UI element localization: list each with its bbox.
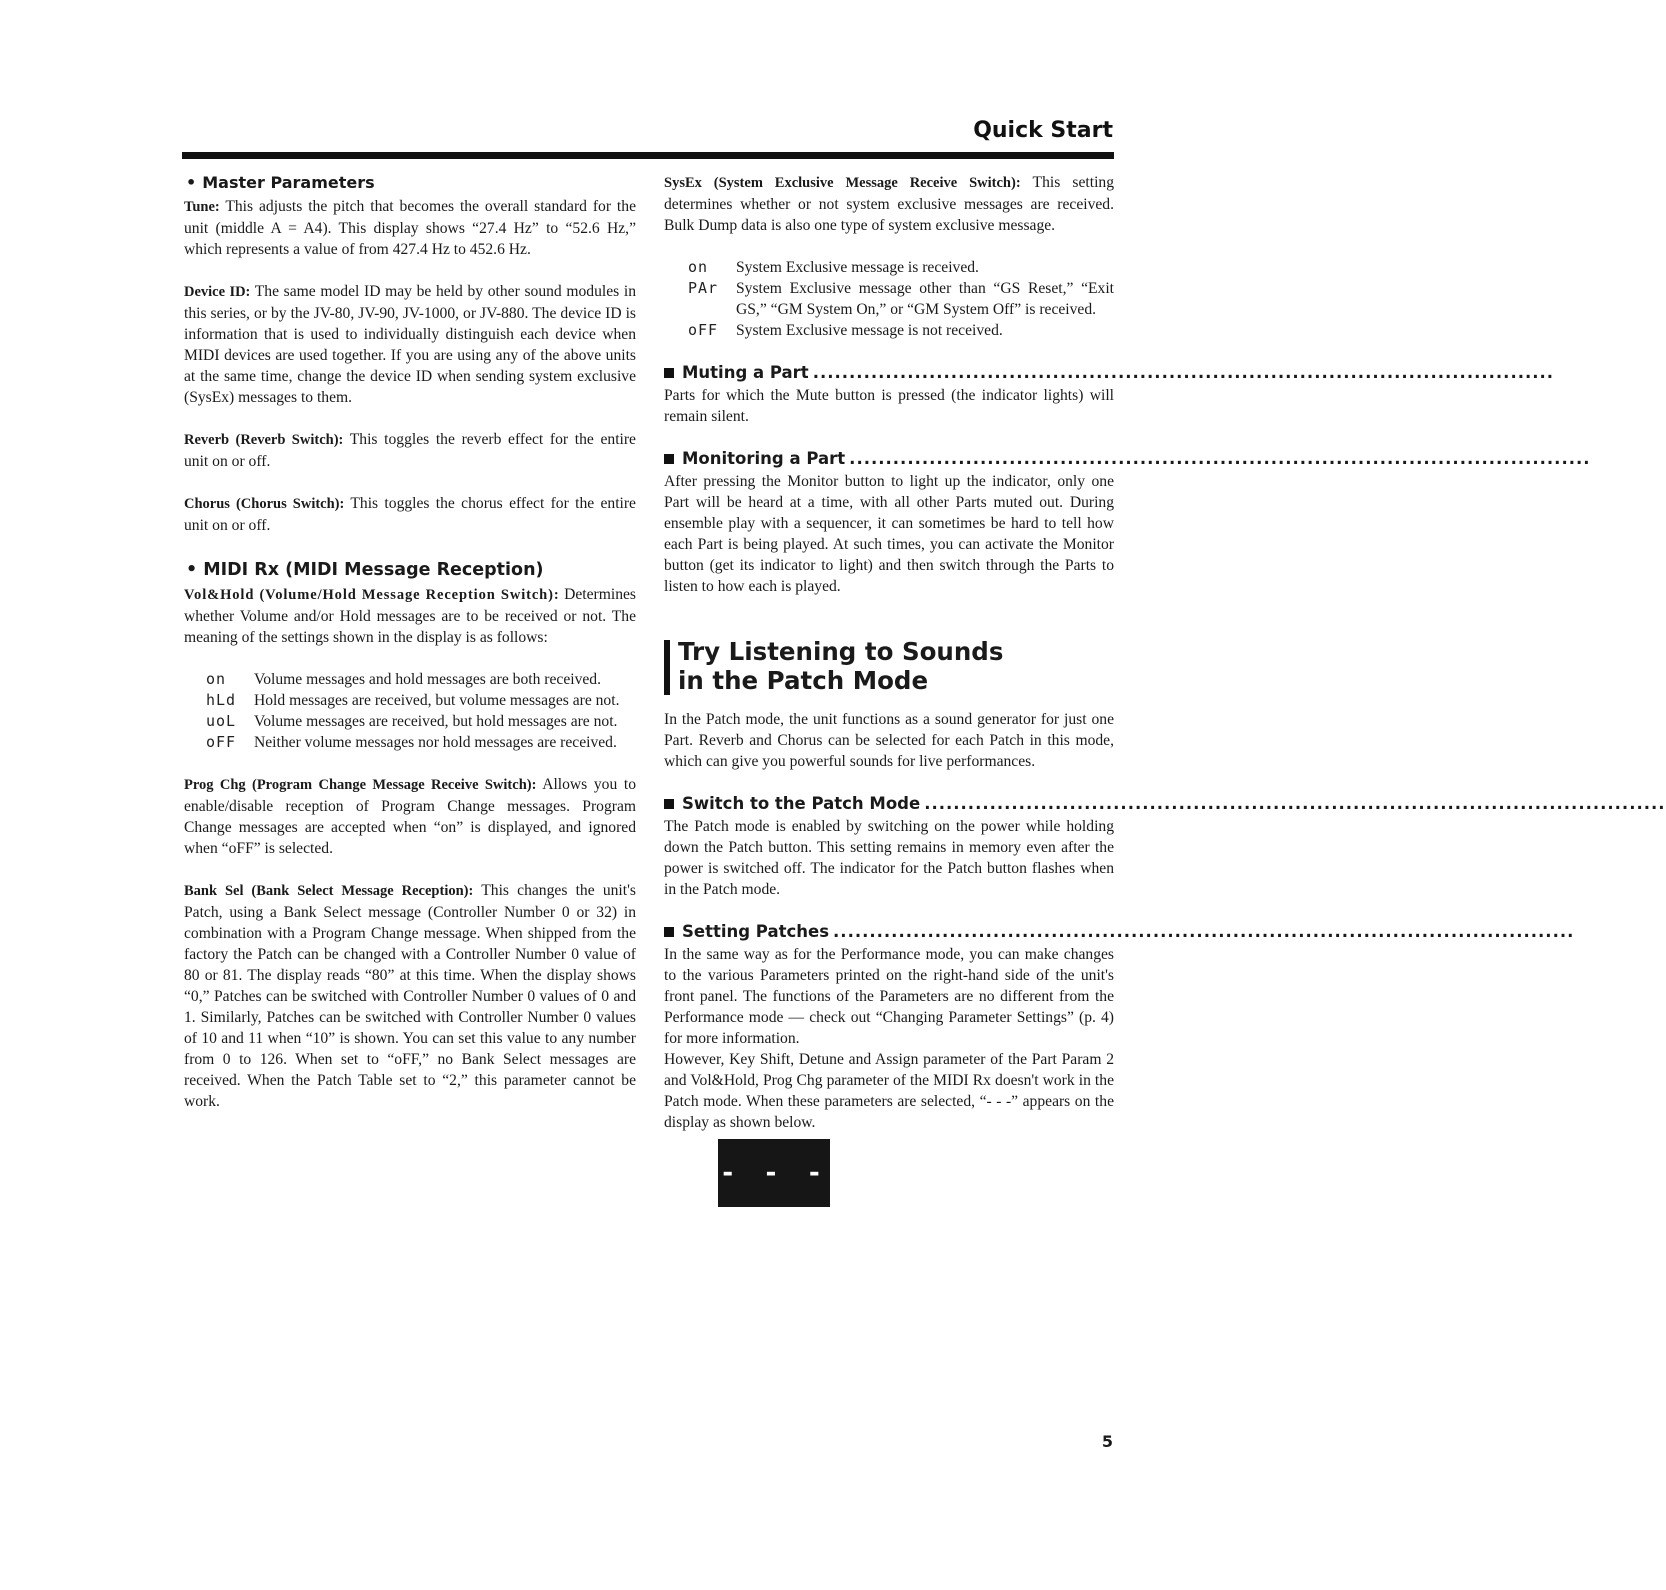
square-bullet-icon xyxy=(664,454,674,464)
dot-leader: ...................................................................................................... xyxy=(812,363,1555,382)
midi-rx-heading xyxy=(184,560,636,581)
dot-leader: ...................................................................................................... xyxy=(833,922,1575,941)
setting-code: oFF xyxy=(688,321,719,339)
volhold-label: Vol&Hold (Volume/Hold Message Reception Switch): xyxy=(184,587,560,603)
setting-patches-heading xyxy=(664,921,1575,942)
sysex-paragraph xyxy=(664,172,1114,236)
monitoring-heading xyxy=(664,448,1591,469)
lcd-display-value: - - - xyxy=(719,1157,829,1188)
sysex-settings-list xyxy=(688,257,1114,341)
right-column xyxy=(664,172,1666,1207)
setting-desc: Hold messages are received, but volume messages are not. xyxy=(254,692,620,709)
progchg-text: Allows you to enable/disable reception of Program Change messages. Program Change messages are accepted when “on” is displayed, and ignored when “oFF” is selected. xyxy=(184,776,636,857)
muting-text: Parts for which the Mute button is pressed (the indicator lights) will remain silent. xyxy=(664,387,1114,425)
reverb-label: Reverb (Reverb Switch): xyxy=(184,432,344,448)
setting-text-1: In the same way as for the Performance mode, you can make changes to the various Parameters printed on the right-hand side of the unit's front panel. The functions of the Parameters are no different from the Performance mode — check out “Changing Parameter Settings” (p. 4) for more information. xyxy=(664,946,1114,1047)
setting-desc: Neither volume messages nor hold messages are received. xyxy=(254,734,617,751)
setting-item xyxy=(206,711,636,732)
device-id-paragraph xyxy=(184,281,636,408)
try-heading-line2: in the Patch Mode xyxy=(678,666,929,695)
progchg-paragraph xyxy=(184,774,636,859)
left-column xyxy=(184,172,636,1133)
monitoring-text: After pressing the Monitor button to light up the indicator, only one Part will be heard at a time, with all other Parts muted out. During ensemble play with a sequencer, it can sometimes be hard to tell how each Part is being played. At such times, you can activate the Monitor button (get its indicator to light) and then switch through the Parts to listen to how each is played. xyxy=(664,473,1114,595)
dot-leader: ...................................................................................................... xyxy=(849,449,1591,468)
device-id-label: Device ID: xyxy=(184,284,251,300)
volhold-settings-list xyxy=(206,669,636,753)
banksel-label: Bank Sel (Bank Select Message Reception): xyxy=(184,883,474,899)
banksel-paragraph xyxy=(184,880,636,1112)
sysex-text: This setting determines whether or not system exclusive messages are received. Bulk Dump data is also one type of system exclusive message. xyxy=(664,174,1115,234)
banksel-text: This changes the unit's Patch, using a Bank Select message (Controller Number 0 or 32) in combination with a Program Change message. When shipped from the factory the Patch can be changed with a Controller Number 0 value of 80 or 81. The display reads “80” at this time. When the display shows “0,” Patches can be switched with Controller Number 0 values of 0 and 1. Similarly, Patches can be switched with Controller Number 0 values of 10 and 11 when “10” is shown. You can set this value to any number from 0 to 126. When set to “oFF,” no Bank Select messages are received. When the Patch Table set to “2,” this parameter cannot be work. xyxy=(184,882,636,1110)
setting-heading-text: Setting Patches xyxy=(682,922,830,941)
progchg-label: Prog Chg (Program Change Message Receive Switch): xyxy=(184,777,537,793)
chorus-label: Chorus (Chorus Switch): xyxy=(184,496,345,512)
tune-text: This adjusts the pitch that becomes the overall standard for the unit (middle A = A4). This display shows “27.4 Hz” to “52.6 Hz,” which represents a value of from 427.4 Hz to 452.6 Hz. xyxy=(184,198,636,258)
setting-item xyxy=(688,257,1114,278)
dot-leader: ...................................................................................................... xyxy=(924,794,1666,813)
heading-bar xyxy=(664,640,670,695)
setting-item xyxy=(688,320,1114,341)
chorus-text: This toggles the chorus effect for the entire unit on or off. xyxy=(184,495,636,534)
master-heading-text: Master Parameters xyxy=(202,173,375,192)
square-bullet-icon xyxy=(664,927,674,937)
volhold-paragraph xyxy=(184,584,636,648)
setting-desc: Volume messages and hold messages are both received. xyxy=(254,671,602,688)
muting-heading xyxy=(664,362,1555,383)
bullet-icon: • xyxy=(186,173,197,192)
try-heading-line1: Try Listening to Sounds xyxy=(678,637,1004,666)
reverb-paragraph xyxy=(184,429,636,472)
setting-code: PAr xyxy=(688,279,719,297)
tune-paragraph xyxy=(184,196,636,260)
master-parameters-heading xyxy=(184,172,636,193)
setting-desc: System Exclusive message is not received. xyxy=(736,322,1003,339)
setting-code: uoL xyxy=(206,712,237,730)
monitoring-heading-text: Monitoring a Part xyxy=(682,449,846,468)
setting-code: on xyxy=(206,670,227,688)
try-text: In the Patch mode, the unit functions as a sound generator for just one Part. Reverb and Chorus can be selected for each Patch in this mode, which can give you powerful sounds for live performances. xyxy=(664,711,1114,770)
sysex-label: SysEx (System Exclusive Message Receive Switch): xyxy=(664,175,1021,191)
muting-heading-text: Muting a Part xyxy=(682,363,809,382)
setting-text-2: However, Key Shift, Detune and Assign parameter of the Part Param 2 and Vol&Hold, Prog Chg parameter of the MIDI Rx doesn't work in the Patch mode. When these parameters are selected, “- - -” appears on the display as shown below. xyxy=(664,1051,1114,1131)
volhold-text: Determines whether Volume and/or Hold messages are to be received or not. The meaning of the settings shown in the display is as follows: xyxy=(184,586,636,646)
setting-code: hLd xyxy=(206,691,237,709)
square-bullet-icon xyxy=(664,799,674,809)
chorus-paragraph xyxy=(184,493,636,536)
setting-desc: System Exclusive message is received. xyxy=(736,259,979,276)
page-number: 5 xyxy=(1101,1432,1113,1451)
page-header-title: Quick Start xyxy=(973,118,1113,143)
lcd-display xyxy=(718,1139,830,1207)
switch-patch-heading xyxy=(664,793,1666,814)
setting-item xyxy=(206,690,636,711)
setting-item xyxy=(206,732,636,753)
device-id-text: The same model ID may be held by other sound modules in this series, or by the JV-80, JV-90, JV-1000, or JV-880. The device ID is information that is used to individually distinguish each device when MIDI devices are used together. If you are using any of the above units at the same time, change the device ID when sending system exclusive (SysEx) messages to them. xyxy=(184,283,636,406)
tune-label: Tune: xyxy=(184,199,220,215)
header-rule xyxy=(182,152,1114,159)
square-bullet-icon xyxy=(664,368,674,378)
midi-heading-text: MIDI Rx (MIDI Message Reception) xyxy=(203,560,544,580)
setting-desc: Volume messages are received, but hold messages are not. xyxy=(254,713,618,730)
switch-heading-text: Switch to the Patch Mode xyxy=(682,794,921,813)
setting-desc: System Exclusive message other than “GS Reset,” “Exit GS,” “GM System On,” or “GM System Off” is received. xyxy=(736,280,1114,318)
bullet-icon: • xyxy=(186,560,198,580)
switch-text: The Patch mode is enabled by switching on the power while holding down the Patch button. This setting remains in memory even after the power is switched off. The indicator for the Patch button flashes when in the Patch mode. xyxy=(664,818,1114,898)
setting-item xyxy=(206,669,636,690)
setting-code: on xyxy=(688,258,709,276)
reverb-text: This toggles the reverb effect for the entire unit on or off. xyxy=(184,431,636,470)
setting-code: oFF xyxy=(206,733,237,751)
setting-item xyxy=(688,278,1114,320)
try-listening-heading xyxy=(664,637,1114,695)
